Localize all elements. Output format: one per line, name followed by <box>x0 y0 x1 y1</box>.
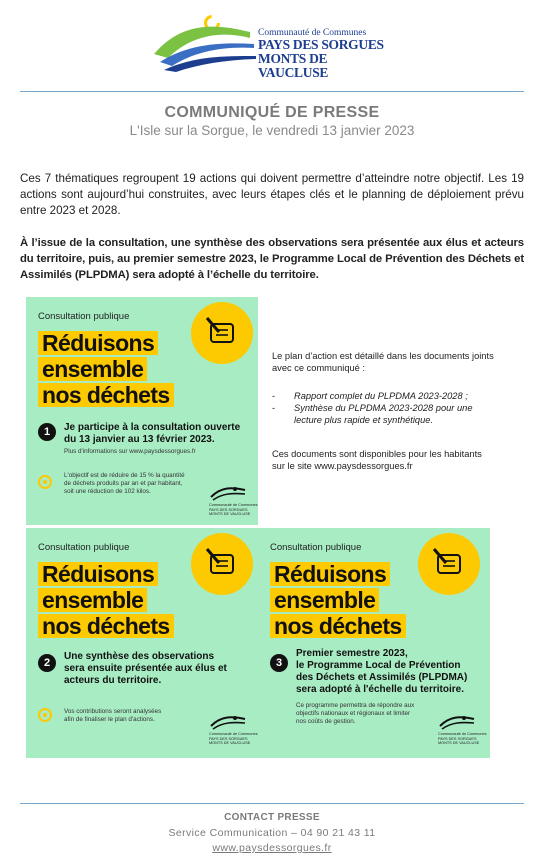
headline-line-3: nos déchets <box>270 614 406 638</box>
footer-divider <box>20 803 524 804</box>
logo-line-3: MONTS DE VAUCLUSE <box>258 51 329 80</box>
document-item: - Synthèse du PLPDMA 2023-2028 pour une lecture plus rapide et synthétique. <box>272 402 472 426</box>
card2-note-text: Vos contributions seront analysées afin de finaliser le plan d'actions. <box>64 708 162 723</box>
organization-logo <box>150 14 400 80</box>
mini-logo: Communauté de Communes PAYS DES SORGUES MONTS DE VAUCLUSE <box>209 714 249 748</box>
step-number-3: 3 <box>270 654 288 672</box>
speech-bubble-icon <box>418 533 480 595</box>
card1-step-text: Je participe à la consultation ouverte du 13 janvier au 13 février 2023. <box>64 422 241 445</box>
mini-logo-icon <box>209 714 247 730</box>
card-label: Consultation publique <box>38 311 130 322</box>
mini-logo-icon <box>209 485 247 501</box>
card3-note-text: Ce programme permettra de répondre aux objectifs nationaux et régionaux et limiter nos coûts de gestion. <box>296 702 415 725</box>
headline-line-3: nos déchets <box>38 614 174 638</box>
step-number-2: 2 <box>38 654 56 672</box>
card3-step-text: Premier semestre 2023, le Programme Local de Prévention des Déchets et Assimilés (PLPDMA) sera adopté à l'échelle du territoire. <box>296 648 468 695</box>
side-intro: Le plan d’action est détaillé dans les documents joints avec ce communiqué : <box>272 351 494 373</box>
target-icon <box>38 475 52 489</box>
logo-line-2: PAYS DES SORGUES <box>258 37 384 52</box>
press-release-title: COMMUNIQUÉ DE PRESSE <box>164 104 380 121</box>
speech-bubble-icon <box>191 533 253 595</box>
card-label: Consultation publique <box>270 542 362 553</box>
mini-logo: Communauté de Communes PAYS DES SORGUES MONTS DE VAUCLUSE <box>438 714 478 748</box>
contact-phone: Service Communication – 04 90 21 43 11 <box>168 827 376 839</box>
consultation-card-2 <box>26 528 258 758</box>
card-label: Consultation publique <box>38 542 130 553</box>
card1-info-text: Plus d'informations sur www.paysdessorgues.fr <box>64 448 196 455</box>
card-headline <box>38 331 174 409</box>
headline-line-1: Réduisons <box>38 331 158 355</box>
headline-line-1: Réduisons <box>270 562 390 586</box>
mini-logo-icon <box>438 714 476 730</box>
paragraph-1: Ces 7 thématiques regroupent 19 actions qui doivent permettre d’atteindre notre objectif. Les 19 actions sont aujourd’hui construites, avec leurs étapes clés et le planning de déploiement prévu entre 2023 et 2028. <box>20 172 524 217</box>
card-headline <box>270 562 406 640</box>
consultation-card-1 <box>26 297 258 525</box>
target-icon <box>38 708 52 722</box>
card2-step-text: Une synthèse des observations sera ensuite présentée aux élus et acteurs du territoire. <box>64 651 227 686</box>
dateline: L'Isle sur la Sorgue, le vendredi 13 janvier 2023 <box>129 123 415 138</box>
contact-title: CONTACT PRESSE <box>224 812 320 823</box>
headline-line-2: ensemble <box>38 357 147 381</box>
card1-goal-text: L'objectif est de réduire de 15 % la quantité de déchets produits par an et par habitant, soit une réduction de 102 kilos. <box>64 472 185 495</box>
paragraph-2: À l’issue de la consultation, une synthèse des observations sera présentée aux élus et acteurs du territoire, puis, au premier semestre 2023, le Programme Local de Prévention des Déchets et Assimilés (PLPDMA) sera adopté à l’échelle du territoire. <box>20 237 524 281</box>
headline-line-2: ensemble <box>38 588 147 612</box>
card-headline <box>38 562 174 640</box>
headline-line-1: Réduisons <box>38 562 158 586</box>
side-document-list <box>272 390 472 426</box>
side-outro: Ces documents sont disponibles pour les habitants sur le site www.paysdessorgues.fr <box>272 449 482 471</box>
step-number-1: 1 <box>38 423 56 441</box>
mini-logo: Communauté de Communes PAYS DES SORGUES MONTS DE VAUCLUSE <box>209 485 249 519</box>
contact-website-link[interactable]: www.paysdessorgues.fr <box>212 842 332 854</box>
header-divider <box>20 91 524 92</box>
headline-line-3: nos déchets <box>38 383 174 407</box>
logo-line-1: Communauté de Communes <box>258 28 367 38</box>
headline-line-2: ensemble <box>270 588 379 612</box>
consultation-card-3 <box>258 528 490 758</box>
speech-bubble-icon <box>191 302 253 364</box>
document-item: - Rapport complet du PLPDMA 2023-2028 ; <box>272 390 472 402</box>
landscape-logo-icon <box>150 14 260 76</box>
